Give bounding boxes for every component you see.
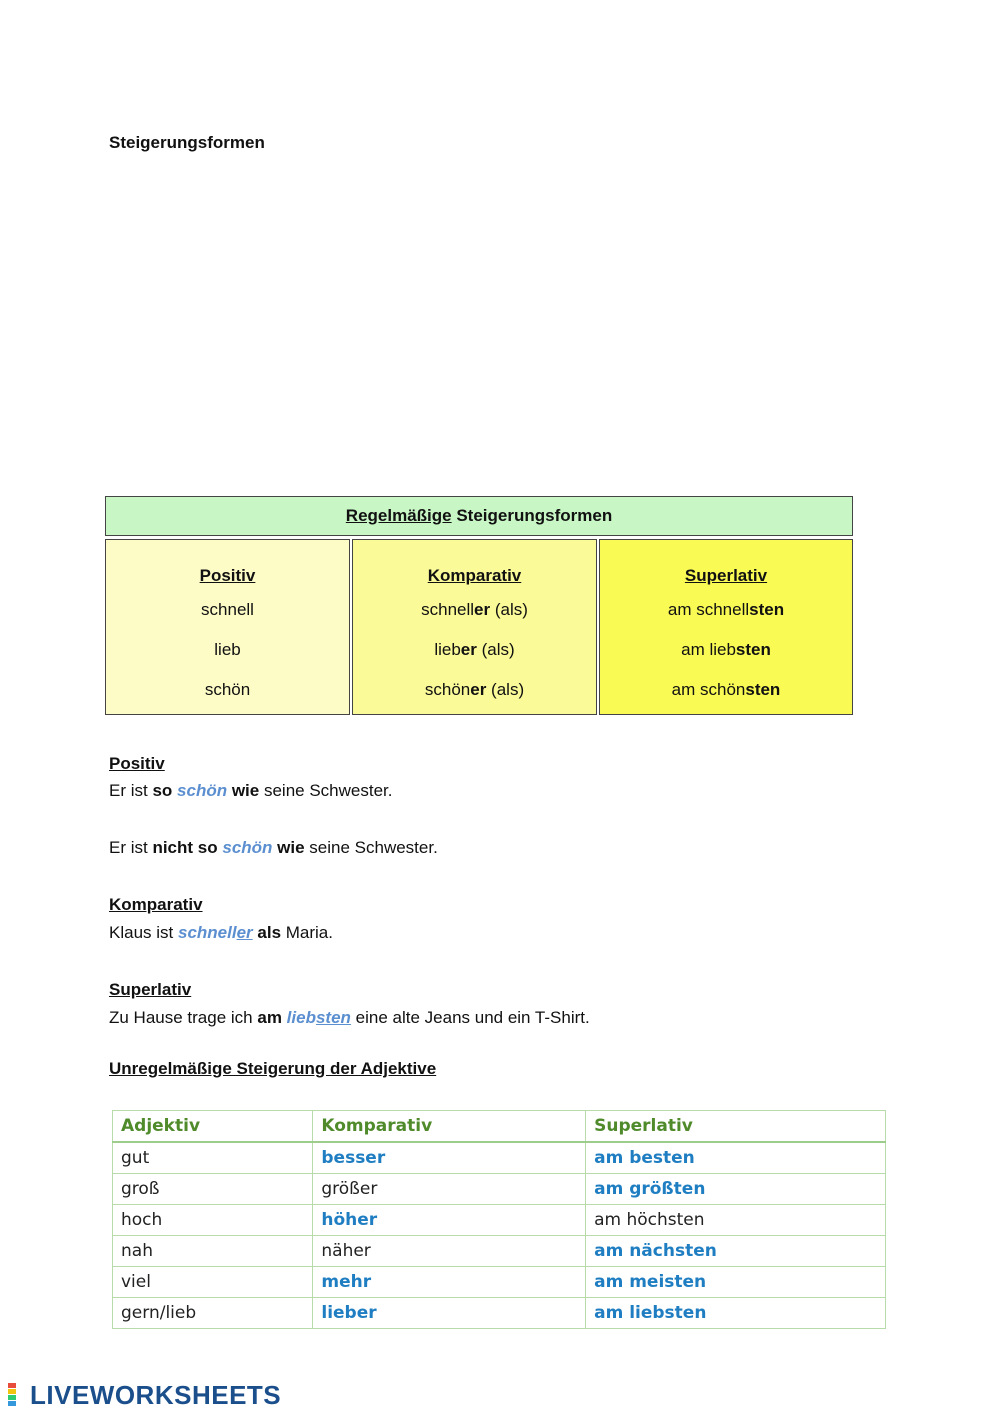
example-sentence: Er ist so schön wie seine Schwester. (109, 781, 393, 800)
superlativ-column (599, 539, 853, 715)
stem: am lieb (681, 640, 736, 659)
positiv-heading: Positiv (109, 754, 165, 773)
page-title: Steigerungsformen (109, 133, 265, 152)
stem: schön (424, 680, 471, 699)
ending: er (470, 680, 487, 699)
table-cell (353, 590, 596, 630)
ending: sten (745, 680, 781, 699)
column-header: Superlativ (586, 1111, 886, 1143)
table-cell (353, 630, 596, 670)
table-cell (600, 630, 852, 670)
table-row (113, 1205, 886, 1236)
stem: lieb (434, 640, 461, 659)
logo-text: LIVEWORKSHEETS (30, 1380, 282, 1410)
table-cell: besser (313, 1142, 586, 1174)
table-row (113, 1298, 886, 1329)
ending: er (460, 640, 477, 659)
positiv-column (105, 539, 350, 715)
table-row (113, 1142, 886, 1174)
table-cell (600, 670, 852, 710)
table-cell: nah (113, 1236, 313, 1267)
table-cell: am nächsten (586, 1236, 886, 1267)
suffix: (als) (486, 680, 525, 699)
table-row (113, 1174, 886, 1205)
table-cell: am höchsten (586, 1205, 886, 1236)
suffix: (als) (476, 640, 515, 659)
komparativ-heading: Komparativ (109, 895, 203, 914)
stem: am schön (671, 680, 746, 699)
stem: schnell (421, 600, 475, 619)
logo-icon (8, 1383, 28, 1409)
column-header: Komparativ (313, 1111, 586, 1143)
superlativ-heading: Superlativ (109, 980, 192, 999)
table-cell: mehr (313, 1267, 586, 1298)
table-cell: größer (313, 1174, 586, 1205)
table-header-row (113, 1111, 886, 1143)
column-head: Komparativ (427, 566, 522, 585)
table-cell: am meisten (586, 1267, 886, 1298)
table-cell: am besten (586, 1142, 886, 1174)
ending: er (474, 600, 491, 619)
stem: am schnell (667, 600, 750, 619)
table-cell: näher (313, 1236, 586, 1267)
table-cell: hoch (113, 1205, 313, 1236)
ending: sten (735, 640, 771, 659)
table-cell: gut (113, 1142, 313, 1174)
suffix: (als) (490, 600, 528, 619)
column-head: Positiv (199, 566, 256, 585)
example-sentence: Er ist nicht so schön wie seine Schwester. (109, 838, 438, 857)
header-part2: Steigerungsformen (456, 506, 613, 525)
table-cell: gern/lieb (113, 1298, 313, 1329)
table-cell: groß (113, 1174, 313, 1205)
table-cell: schnell (201, 600, 254, 619)
table-cell: höher (313, 1205, 586, 1236)
komparativ-column (352, 539, 597, 715)
regular-table-header (105, 496, 853, 536)
table-cell (353, 670, 596, 710)
table-cell: am liebsten (586, 1298, 886, 1329)
example-sentence: Klaus ist schneller als Maria. (109, 923, 333, 942)
header-part1: Regelmäßige (345, 506, 452, 525)
table-cell: lieb (214, 640, 241, 659)
table-cell: am größten (586, 1174, 886, 1205)
example-sentence: Zu Hause trage ich am liebsten eine alte Jeans und ein T-Shirt. (109, 1008, 590, 1027)
irregular-table (112, 1110, 886, 1329)
table-cell: schön (204, 680, 251, 699)
irregular-heading: Unregelmäßige Steigerung der Adjektive (109, 1059, 437, 1078)
table-row (113, 1267, 886, 1298)
table-cell: lieber (313, 1298, 586, 1329)
table-row (113, 1236, 886, 1267)
column-header: Adjektiv (113, 1111, 313, 1143)
table-cell (600, 590, 852, 630)
table-cell: viel (113, 1267, 313, 1298)
ending: sten (749, 600, 785, 619)
liveworksheets-logo[interactable] (8, 1380, 281, 1411)
column-head: Superlativ (684, 566, 768, 585)
